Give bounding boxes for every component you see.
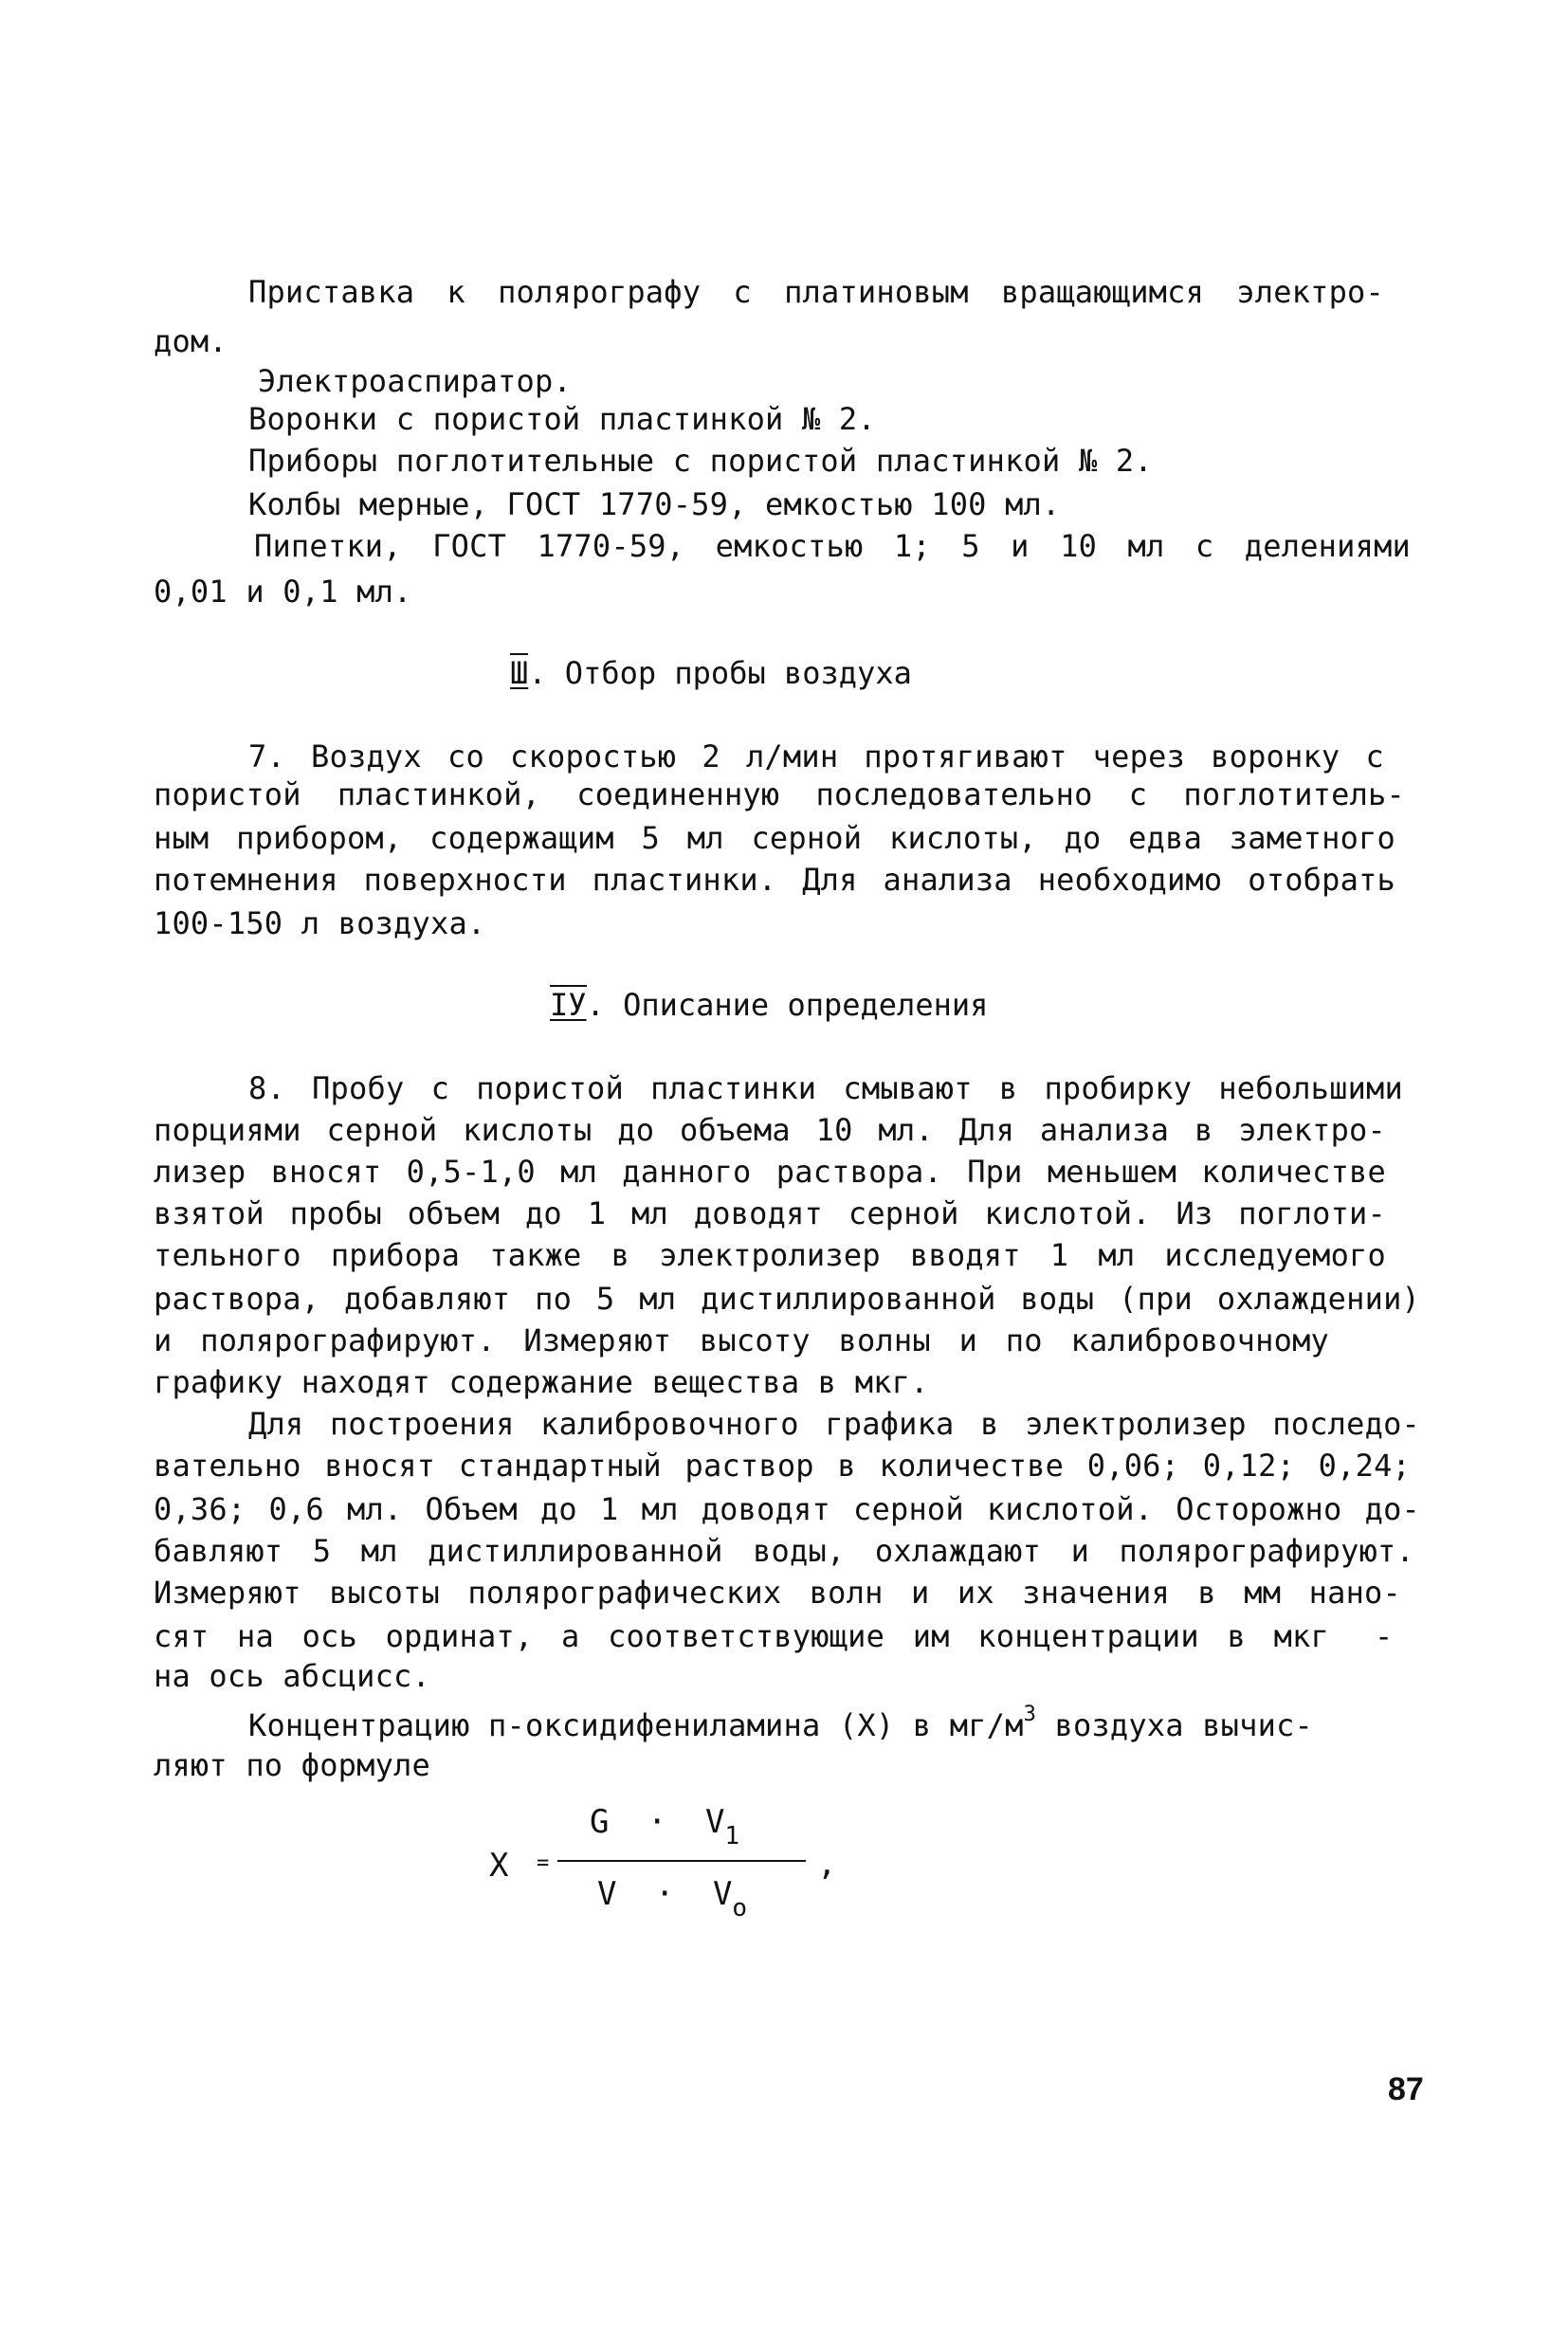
p7-line-5: 100-150 л воздуха.: [154, 905, 486, 941]
p8-line-2: порциями серной кислоты до объема 10 мл. Для анализа в электро-: [154, 1112, 1386, 1148]
p7-line-1: 7. Воздух со скоростью 2 л/мин протягивают через воронку с: [248, 738, 1384, 775]
numerator-g: G: [590, 1803, 610, 1841]
p8-line-8: графику находят содержание вещества в мкг.: [154, 1364, 929, 1400]
equipment-line-4: Воронки с пористой пластинкой № 2.: [248, 401, 876, 437]
equipment-line-3: Электроаспиратор.: [258, 363, 572, 399]
section-4-heading: [550, 986, 988, 1024]
formula-denominator: [597, 1875, 748, 1923]
p8-line-5: тельного прибора также в электролизер вводят 1 мл исследуемого: [154, 1237, 1386, 1273]
concentration-line-1: [248, 1703, 1313, 1749]
equipment-line-6: Колбы мерные, ГОСТ 1770-59, емкостью 100 мл.: [248, 486, 1061, 522]
page-number: 87: [1388, 2071, 1424, 2107]
numerator-v: V: [704, 1803, 725, 1841]
concentration-text-b: воздуха вычис-: [1036, 1707, 1313, 1743]
p7-line-4: потемнения поверхности пластинки. Для анализа необходимо отобрать: [154, 862, 1395, 898]
calibration-line-3: 0,36; 0,6 мл. Объем до 1 мл доводят серной кислотой. Осторожно до-: [154, 1491, 1420, 1527]
formula-lhs: X: [489, 1847, 509, 1885]
calibration-line-1: Для построения калибровочного графика в электролизер последо-: [248, 1406, 1420, 1442]
calibration-line-6-dash: -: [1375, 1618, 1394, 1654]
calibration-line-5: Измеряют высоты полярографических волн и их значения в мм нано-: [154, 1575, 1401, 1611]
equipment-line-1: Приставка к полярографу с платиновым вращающимся электро-: [248, 274, 1384, 310]
calibration-line-6: сят на ось ординат, а соответствующие им концентрации в мкг: [154, 1618, 1329, 1654]
equipment-line-5: Приборы поглотительные с пористой пластинкой № 2.: [248, 443, 1153, 479]
section-3-number: Ш: [510, 655, 529, 691]
section-4-number: IУ: [550, 987, 587, 1023]
denominator-v-subscript: o: [732, 1894, 748, 1923]
denominator-dot: ·: [654, 1875, 675, 1913]
section-3-title: . Отбор пробы воздуха: [528, 655, 912, 691]
formula-equals: =: [537, 1851, 550, 1875]
section-3-heading: [510, 654, 912, 692]
p8-line-7: и полярографируют. Измеряют высоту волны и по калибровочному: [154, 1322, 1329, 1358]
fraction-bar: [557, 1860, 806, 1862]
p8-line-4: взятой пробы объем до 1 мл доводят серной кислотой. Из поглоти-: [154, 1195, 1386, 1231]
formula-numerator: [590, 1803, 740, 1850]
p7-line-2: пористой пластинкой, соединенную последовательно с поглотитель-: [154, 776, 1405, 812]
equipment-line-7: Пипетки, ГОСТ 1770-59, емкостью 1; 5 и 10 мл с делениями: [254, 528, 1411, 564]
concentration-text-a: Концентрацию п-оксидифениламина (X) в мг/м: [248, 1707, 1024, 1743]
p7-line-3: ным прибором, содержащим 5 мл серной кислоты, до едва заметного: [154, 820, 1395, 856]
denominator-v: V: [597, 1875, 617, 1913]
p8-line-6: раствора, добавляют по 5 мл дистиллированной воды (при охлаждении): [154, 1281, 1420, 1317]
equipment-line-8: 0,01 и 0,1 мл.: [154, 574, 412, 610]
equipment-line-2: дом.: [154, 323, 228, 359]
calibration-line-4: бавляют 5 мл дистиллированной воды, охлаждают и полярографируют.: [154, 1533, 1414, 1569]
calibration-line-7: на ось абсцисс.: [154, 1658, 430, 1694]
cubic-superscript: 3: [1023, 1703, 1037, 1726]
concentration-line-2: ляют по формуле: [154, 1747, 430, 1783]
calibration-line-2: вательно вносят стандартный раствор в количестве 0,06; 0,12; 0,24;: [154, 1448, 1411, 1484]
section-4-title: . Описание определения: [586, 987, 989, 1023]
denominator-v0: V: [712, 1875, 733, 1913]
formula-comma: ,: [817, 1845, 837, 1883]
numerator-v-subscript: 1: [724, 1822, 740, 1850]
numerator-dot: ·: [647, 1803, 667, 1841]
p8-line-3: лизер вносят 0,5-1,0 мл данного раствора. При меньшем количестве: [154, 1154, 1386, 1190]
p8-line-1: 8. Пробу с пористой пластинки смывают в пробирку небольшими: [248, 1070, 1403, 1106]
